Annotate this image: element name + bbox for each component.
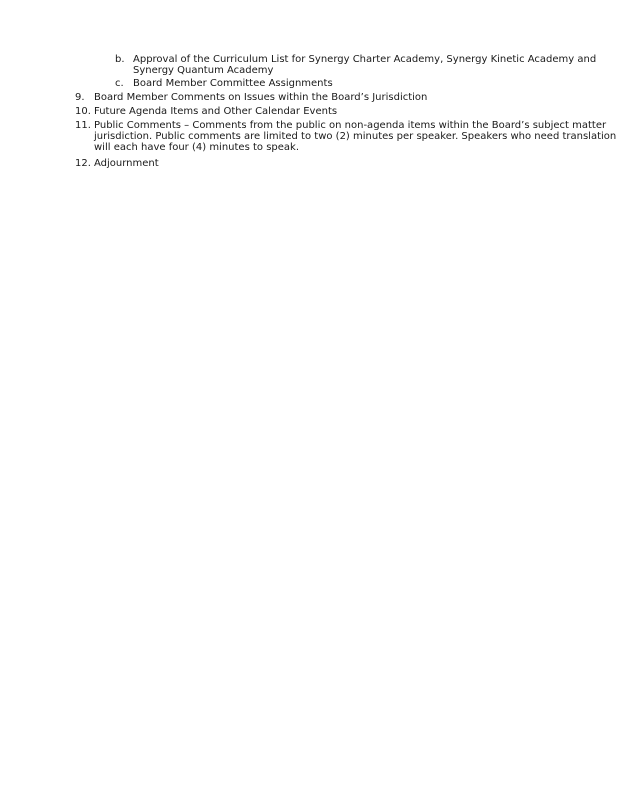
item-line: Public Comments – Comments from the public on non-agenda items within the Board’s subject matter	[94, 120, 607, 131]
subitem-marker: b.	[115, 54, 125, 65]
item-number: 12.	[75, 158, 91, 169]
item-line: Future Agenda Items and Other Calendar Events	[94, 106, 338, 117]
item-text	[94, 158, 639, 169]
subitem-line: Board Member Committee Assignments	[133, 78, 333, 89]
subitem-line: Synergy Quantum Academy	[133, 65, 274, 76]
subitem-marker: c.	[115, 78, 124, 89]
subitem-text	[133, 78, 603, 89]
item-text	[94, 120, 639, 153]
subitem-text	[133, 54, 603, 76]
item-text	[94, 106, 639, 117]
item-number: 9.	[75, 92, 85, 103]
item-line: Adjournment	[94, 158, 159, 169]
item-line: jurisdiction. Public comments are limited to two (2) minutes per speaker. Speakers who need translation	[94, 131, 617, 142]
subitem-line: Approval of the Curriculum List for Synergy Charter Academy, Synergy Kinetic Academy and	[133, 54, 597, 65]
item-number: 11.	[75, 120, 91, 131]
item-number: 10.	[75, 106, 91, 117]
item-line: Board Member Comments on Issues within the Board’s Jurisdiction	[94, 92, 428, 103]
item-text	[94, 92, 639, 103]
item-line: will each have four (4) minutes to speak.	[94, 142, 299, 153]
